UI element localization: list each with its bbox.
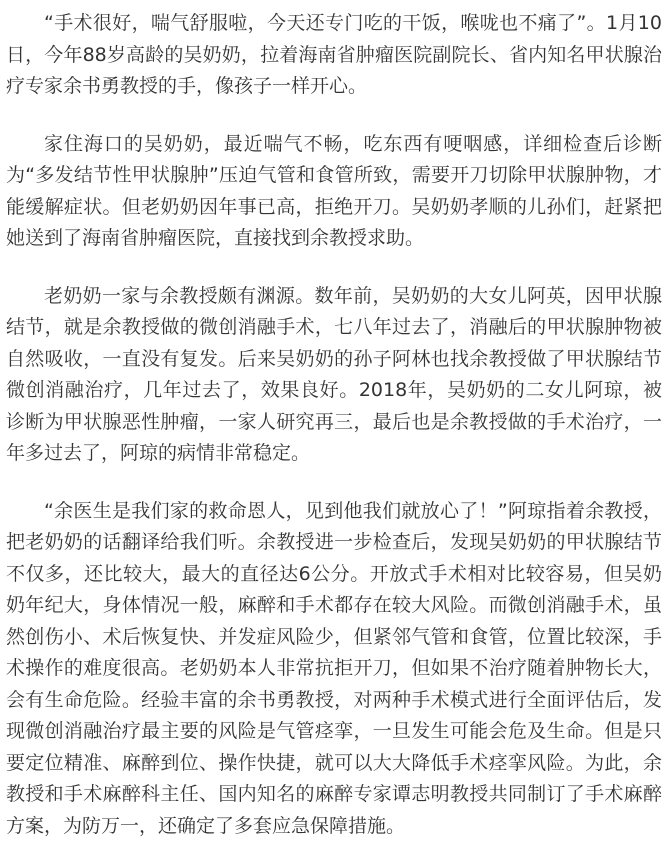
article-paragraph: 老奶奶一家与余教授颇有渊源。数年前，吴奶奶的大女儿阿英，因甲状腺结节，就是余教授做的微创消融手术，七八年过去了，消融后的甲状腺肿物被自然吸收，一直没有复发。后来吴奶奶的孙子阿林也找余教授做了甲状腺结节微创消融治疗，几年过去了，效果良好。2018年，吴奶奶的二女儿阿琼，被诊断为甲状腺恶性肿瘤，一家人研究再三，最后也是余教授做的手术治疗，一年多过去了，阿琼的病情非常稳定。 (6, 281, 662, 470)
article-paragraph: “手术很好，喘气舒服啦，今天还专门吃的干饭，喉咙也不痛了”。1月10日，今年88岁高龄的吴奶奶，拉着海南省肿瘤医院副院长、省内知名甲状腺治疗专家余书勇教授的手，像孩子一样开心。 (6, 8, 662, 103)
article-paragraph: 家住海口的吴奶奶，最近喘气不畅，吃东西有哽咽感，详细检查后诊断为“多发结节性甲状腺肿”压迫气管和食管所致，需要开刀切除甲状腺肿物，才能缓解症状。但老奶奶因年事已高，拒绝开刀。吴奶奶孝顺的儿孙们，赶紧把她送到了海南省肿瘤医院，直接找到余教授求助。 (6, 129, 662, 255)
article-paragraph: “余医生是我们家的救命恩人，见到他我们就放心了！”阿琼指着余教授，把老奶奶的话翻译给我们听。余教授进一步检查后，发现吴奶奶的甲状腺结节不仅多，还比较大，最大的直径达6公分。开放式手术相对比较容易，但吴奶奶年纪大，身体情况一般，麻醉和手术都存在较大风险。而微创消融手术，虽然创伤小、术后恢复快、并发症风险少，但紧邻气管和食管，位置比较深，手术操作的难度很高。老奶奶本人非常抗拒开刀，但如果不治疗随着肿物长大，会有生命危险。经验丰富的余书勇教授，对两种手术模式进行全面评估后，发现微创消融治疗最主要的风险是气管痉挛，一旦发生可能会危及生命。但是只要定位精准、麻醉到位、操作快捷，就可以大大降低手术痉挛风险。为此，余教授和手术麻醉科主任、国内知名的麻醉专家谭志明教授共同制订了手术麻醉方案，为防万一，还确定了多套应急保障措施。 (6, 496, 662, 842)
